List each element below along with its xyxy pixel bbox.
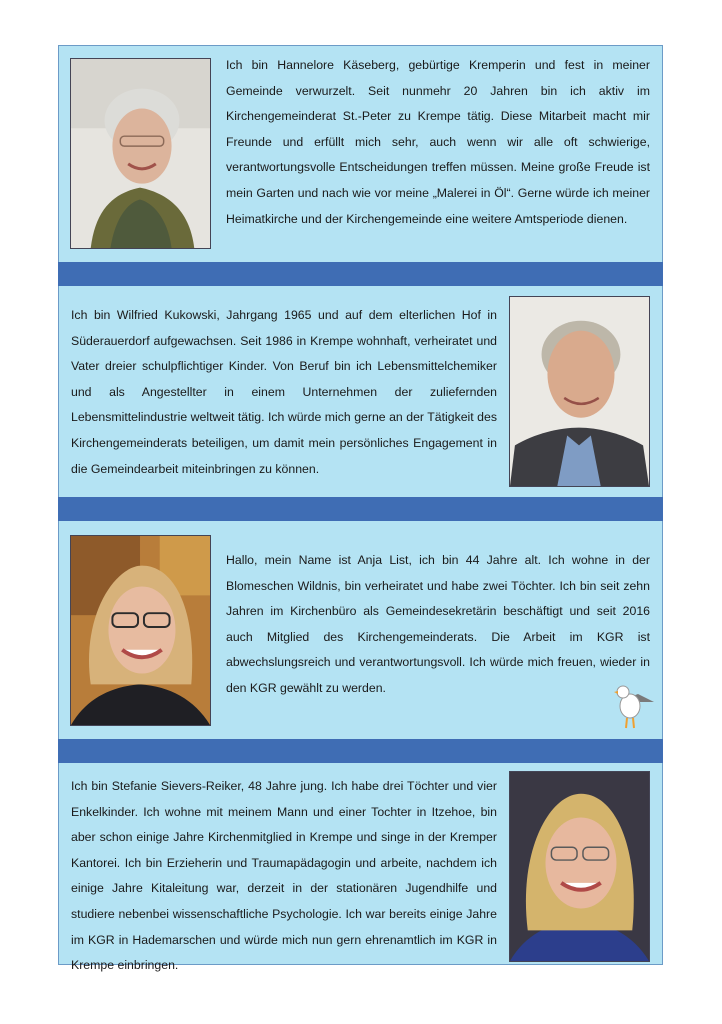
seagull-icon bbox=[608, 680, 660, 730]
candidate-text-2: Ich bin Wilfried Kukowski, Jahrgang 1965 und auf dem elterlichen Hof in Süderauerdorf aufgewachsen. Seit 1986 in Krempe wohnhaft, verheiratet und Vater dreier schulpflichtiger Kinder. Von Beruf bin ich Lebensmittelchemiker und als Angestellter in einem Unternehmen der zuliefernden Lebensmittelindustrie weltweit tätig. Ich würde mich gerne an der Tätigkeit des Kirchengemeinderats beteiligen, um damit mein persönliches Engagement in die Gemeindearbeit miteinbringen zu können. bbox=[71, 308, 497, 476]
separator-band bbox=[58, 497, 663, 521]
candidate-photo-3 bbox=[70, 535, 211, 726]
candidate-photo-1 bbox=[70, 58, 211, 249]
candidate-photo-4 bbox=[509, 771, 650, 962]
candidate-text-3: Hallo, mein Name ist Anja List, ich bin 44 Jahre alt. Ich wohne in der Blomeschen Wildnis, bin verheiratet und habe zwei Töchter. Ich bin seit zehn Jahren im Kirchenbüro als Gemeindesekretärin beschäftigt und seit 2016 auch Mitglied des Kirchengemeinderats. Die Arbeit im KGR ist abwechslungsreich und verantwortungsvoll. Ich würde mich freuen, wieder in den KGR gewählt zu werden. bbox=[226, 553, 650, 695]
separator-band bbox=[58, 739, 663, 763]
candidate-photo-2 bbox=[509, 296, 650, 487]
candidate-text-1: Ich bin Hannelore Käseberg, gebürtige Kremperin und fest in meiner Gemeinde verwurzelt. Seit nunmehr 20 Jahren bin ich aktiv im Kirchengemeinderat St.-Peter zu Krempe tätig. Diese Mitarbeit macht mir Freunde und erfüllt mich sehr, auch wenn wir alle oft schwierige, verantwortungsvolle Entscheidungen treffen müssen. Meine große Freude ist mein Garten und nach wie vor meine „Malerei in Öl“. Gerne würde ich meiner Heimatkirche und der Kirchengemeinde eine weitere Amtsperiode dienen. bbox=[226, 58, 650, 226]
separator-band bbox=[58, 262, 663, 286]
candidate-text-4: Ich bin Stefanie Sievers-Reiker, 48 Jahre jung. Ich habe drei Töchter und vier Enkelkinder. Ich wohne mit meinem Mann und einer Tochter in Itzehoe, bin aber schon einige Jahre Kirchenmitglied in Krempe und singe in der Kremper Kantorei. Ich bin Erzieherin und Traumapädagogin und arbeite, nachdem ich einige Jahre Kitaleitung war, derzeit in der stationären Jugendhilfe und studiere nebenbei wissenschaftliche Psychologie. Ich war bereits einige Jahre im KGR in Hademarschen und würde mich nun gern ehrenamtlich im KGR in Krempe einbringen. bbox=[71, 779, 497, 973]
